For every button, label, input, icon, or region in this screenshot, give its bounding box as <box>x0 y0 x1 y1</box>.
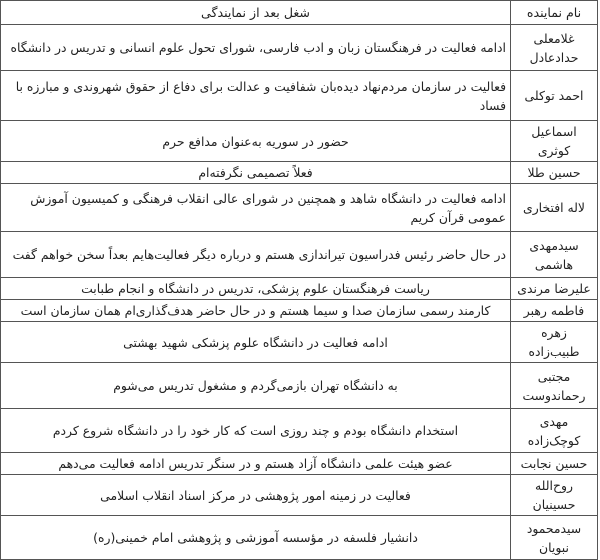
name-cell: سیدمهدی هاشمی <box>511 232 598 278</box>
table-row <box>1 322 598 363</box>
table-row <box>1 363 598 409</box>
table-row <box>1 278 598 300</box>
table-row <box>1 453 598 475</box>
name-cell: غلامعلی حدادعادل <box>511 25 598 71</box>
job-cell: حضور در سوریه به‌عنوان مدافع حرم <box>1 121 511 162</box>
name-cell: فاطمه رهبر <box>511 300 598 322</box>
name-cell: لاله افتخاری <box>511 184 598 232</box>
job-cell: ادامه فعالیت در دانشگاه علوم پزشکی شهید بهشتی <box>1 322 511 363</box>
job-cell: فعالیت در سازمان مردم‌نهاد دیده‌بان شفافیت و عدالت برای دفاع از حقوق شهروندی و مبارزه با فساد <box>1 71 511 121</box>
table-row <box>1 232 598 278</box>
job-cell: فعلاً تصمیمی نگرفته‌ام <box>1 162 511 184</box>
table-row <box>1 162 598 184</box>
name-cell: روح‌الله حسینیان <box>511 475 598 516</box>
header-job: شغل بعد از نمایندگی <box>1 1 511 25</box>
name-cell: زهره طبیب‌زاده <box>511 322 598 363</box>
table-row <box>1 409 598 453</box>
job-cell: استخدام دانشگاه بودم و چند روزی است که کار خود را در دانشگاه شروع کردم <box>1 409 511 453</box>
job-cell: دانشیار فلسفه در مؤسسه آموزشی و پژوهشی امام خمینی(ره) <box>1 516 511 560</box>
job-cell: کارمند رسمی سازمان صدا و سیما هستم و در حال حاضر هدف‌گذاری‌ام همان سازمان است <box>1 300 511 322</box>
name-cell: علیرضا مرندی <box>511 278 598 300</box>
header-name: نام نماینده <box>511 1 598 25</box>
header-row <box>1 1 598 25</box>
name-cell: مجتبی رحماندوست <box>511 363 598 409</box>
job-cell: ریاست فرهنگستان علوم پزشکی، تدریس در دانشگاه و انجام طبابت <box>1 278 511 300</box>
table-row <box>1 300 598 322</box>
job-cell: فعالیت در زمینه امور پژوهشی در مرکز اسناد انقلاب اسلامی <box>1 475 511 516</box>
name-cell: مهدی کوچک‌زاده <box>511 409 598 453</box>
table-row <box>1 475 598 516</box>
name-cell: اسماعیل کوثری <box>511 121 598 162</box>
job-cell: عضو هیئت علمی دانشگاه آزاد هستم و در سنگر تدریس ادامه فعالیت می‌دهم <box>1 453 511 475</box>
name-cell: حسین نجابت <box>511 453 598 475</box>
name-cell: سیدمحمود نبویان <box>511 516 598 560</box>
table-row <box>1 25 598 71</box>
job-cell: ادامه فعالیت در دانشگاه شاهد و همچنین در شورای عالی انقلاب فرهنگی و کمیسیون آموزش عمومی قرآن کریم <box>1 184 511 232</box>
job-cell: ادامه فعالیت در فرهنگستان زبان و ادب فارسی، شورای تحول علوم انسانی و تدریس در دانشگاه <box>1 25 511 71</box>
table-row <box>1 516 598 560</box>
job-cell: به دانشگاه تهران بازمی‌گردم و مشغول تدریس می‌شوم <box>1 363 511 409</box>
name-cell: احمد توکلی <box>511 71 598 121</box>
table-row <box>1 71 598 121</box>
table-row <box>1 184 598 232</box>
job-cell: در حال حاضر رئیس فدراسیون تیراندازی هستم و درباره دیگر فعالیت‌هایم بعداً سخن خواهم گفت <box>1 232 511 278</box>
name-cell: حسین طلا <box>511 162 598 184</box>
table-row <box>1 121 598 162</box>
